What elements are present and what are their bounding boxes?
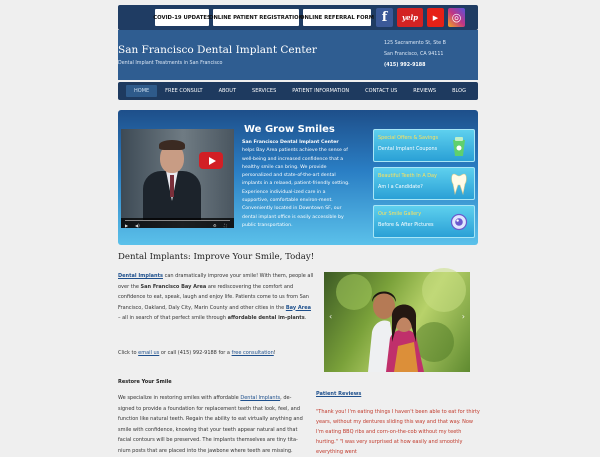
patient-reviews-link[interactable]: Patient Reviews <box>316 391 362 397</box>
page-heading: Dental Implants: Improve Your Smile, Today! <box>118 252 315 262</box>
top-utility-bar <box>118 5 478 30</box>
restore-paragraph <box>118 393 306 456</box>
facebook-icon[interactable]: f <box>376 8 393 27</box>
site-header <box>118 30 478 80</box>
nav-patient-information[interactable]: PATIENT INFORMATION <box>292 88 350 94</box>
instagram-icon[interactable]: ◎ <box>448 8 465 27</box>
coupon-icon <box>450 134 468 158</box>
paragraph-bold-text: affordable dental im-plants <box>227 315 305 321</box>
video-controls <box>121 218 234 228</box>
main-nav <box>118 82 478 100</box>
paragraph-text: ! <box>273 350 276 356</box>
promo-special-offers[interactable] <box>373 129 475 162</box>
bay-area-link[interactable]: Bay Area <box>285 304 311 311</box>
couple-photo-slider[interactable] <box>324 272 470 372</box>
nav-reviews[interactable]: REVIEWS <box>413 88 437 94</box>
promo-subtitle: Dental Implant Coupons <box>378 146 438 152</box>
fullscreen-icon[interactable]: ⛶ <box>224 223 227 228</box>
nav-services[interactable]: SERVICES <box>252 88 277 94</box>
promo-heading: Beautiful Teeth In A Day <box>378 173 437 179</box>
slider-next-icon[interactable]: › <box>461 312 465 321</box>
paragraph-text: are rediscovering the comfort and confidence to eat, speak, laugh and enjoy life. Patients come to us from San Francisco, Oakland, Daly City, Marin County and other cities in the <box>118 283 309 311</box>
promo-subtitle: Before & After Pictures <box>378 222 434 228</box>
header-phone[interactable]: (415) 992-9188 <box>384 63 426 68</box>
dental-implants-link[interactable]: Dental Implants <box>118 273 163 279</box>
paragraph-text: – all in search of that perfect smile through <box>118 315 228 321</box>
hero-bold-intro: San Francisco Dental Implant Center <box>242 140 339 145</box>
address-line-2: San Francisco, CA 94111 <box>384 52 444 57</box>
site-tagline: Dental Implant Treatments in San Francisco <box>118 61 223 66</box>
promo-subtitle: Am I a Candidate? <box>378 184 423 190</box>
hero-banner <box>118 110 478 245</box>
site-title[interactable]: San Francisco Dental Implant Center <box>118 44 317 56</box>
patient-registration-button[interactable]: ONLINE PATIENT REGISTRATION <box>213 9 299 26</box>
hero-description <box>242 139 352 230</box>
paragraph-text: Click to <box>118 350 139 356</box>
restore-smile-heading: Restore Your Smile <box>118 379 172 385</box>
nav-blog[interactable]: BLOG <box>452 88 466 94</box>
video-person-tie <box>170 175 174 197</box>
review-quote: "Thank you! I'm eating things I haven't been able to eat for thirty years, without my dentures sliding this way and that way. Now I'm eating BBQ ribs and corn-on-the-cob without my teeth hurting." "I was very surprised at how easily and smoothly everything went <box>316 409 480 455</box>
nav-home[interactable]: HOME <box>126 85 157 97</box>
hero-body-text: helps Bay Area patients achieve the sense of well-being and increased confidence that a healthy smile can bring. We provide personalized and state-of-the-art dental implants in a relaxed, patient-friendly setting. Experience individual-ized care in a supportive, comfortable environ-ment. Conveniently located in Downtown SF, our dental implant office is easily accessible by public transportation. <box>242 148 350 228</box>
nav-about[interactable]: ABOUT <box>218 88 237 94</box>
paragraph-text: can dramatically improve your smile! With them, people all over the <box>118 273 314 290</box>
volume-icon[interactable]: ◀) <box>135 223 140 228</box>
paragraph-text: , de-signed to provide a foundation for replacement teeth that look, feel, and function like natural teeth. Regain the ability to eat virtually anything and smile with confidence, knowing that your teeth appear natural and that facial contours will be preserved. The implants themselves are tiny tita-nium posts that are placed into the jawbone where teeth are missing. <box>118 395 303 454</box>
tooth-icon <box>450 172 468 196</box>
slider-prev-icon[interactable]: ‹ <box>329 312 333 321</box>
settings-icon[interactable]: ⚙ <box>213 223 217 228</box>
intro-video-player[interactable] <box>121 129 234 228</box>
paragraph-text: We specialize in restoring smiles with affordable <box>118 395 241 401</box>
nav-contact-us[interactable]: CONTACT US <box>365 88 398 94</box>
promo-teeth-in-a-day[interactable] <box>373 167 475 200</box>
video-person-hair <box>159 140 185 150</box>
promo-heading: Special Offers & Savings <box>378 135 438 141</box>
paragraph-bold-text: San Francisco Bay Area <box>140 283 207 290</box>
couple-photo <box>324 272 470 372</box>
paragraph-text: or call (415) 992-9188 for a <box>159 350 232 356</box>
camera-icon <box>450 210 468 234</box>
hero-title: We Grow Smiles <box>244 124 335 135</box>
dental-implants-link-2[interactable]: Dental Implants <box>240 395 281 401</box>
address-line-1: 125 Sacramento St, Ste B <box>384 41 446 46</box>
referral-form-button[interactable]: ONLINE REFERRAL FORM <box>303 9 371 26</box>
email-us-link[interactable]: email us <box>138 350 160 356</box>
paragraph-text: . <box>304 315 307 321</box>
pause-icon[interactable]: ▶ <box>125 223 129 228</box>
intro-paragraph <box>118 271 314 324</box>
free-consultation-link[interactable]: free consultation <box>231 350 274 356</box>
yelp-icon[interactable]: yelp <box>397 8 423 27</box>
promo-heading: Our Smile Gallery <box>378 211 422 217</box>
youtube-icon[interactable]: ▶ <box>427 8 444 27</box>
video-progress-bar[interactable] <box>125 220 230 221</box>
nav-free-consult[interactable]: FREE CONSULT <box>165 88 203 94</box>
play-icon[interactable] <box>199 152 223 169</box>
contact-paragraph <box>118 348 318 359</box>
covid-updates-button[interactable]: COVID-19 UPDATES <box>155 9 209 26</box>
promo-smile-gallery[interactable] <box>373 205 475 238</box>
